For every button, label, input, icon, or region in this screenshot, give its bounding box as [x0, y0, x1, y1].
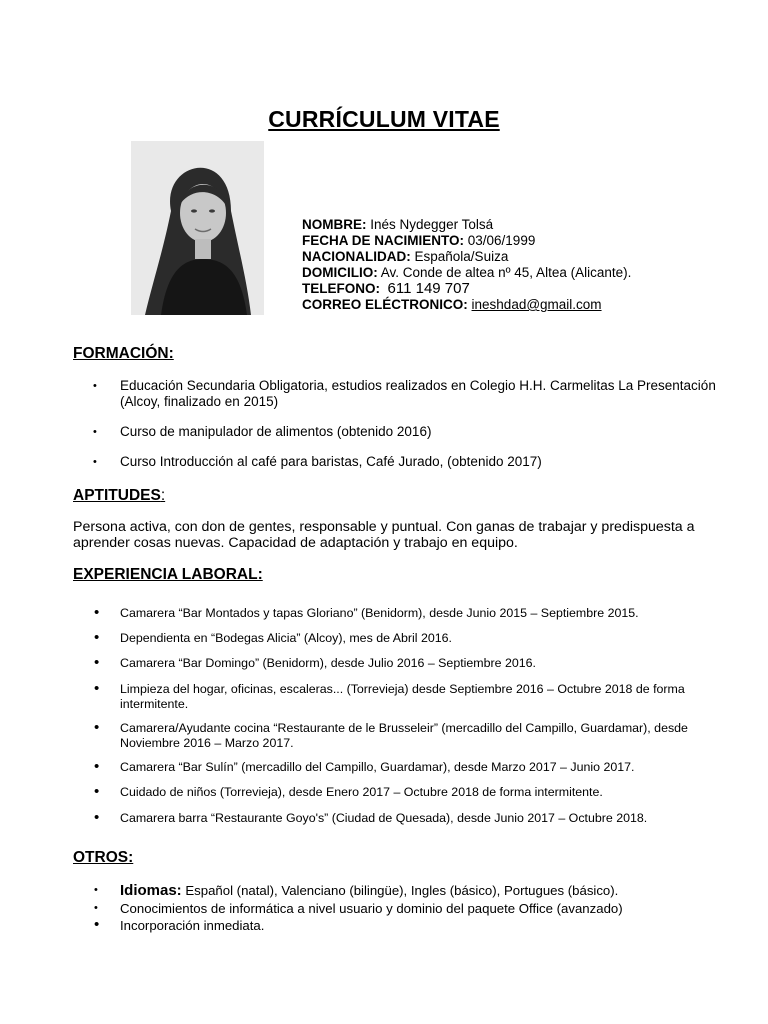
aptitudes-heading-text: APTITUDES [73, 487, 161, 504]
nationality-label: NACIONALIDAD: [302, 249, 411, 264]
bullet-icon: • [94, 916, 100, 933]
phone-row [302, 281, 631, 297]
address-label: DOMICILIO: [302, 265, 378, 280]
bullet-icon: • [94, 629, 100, 646]
experiencia-item: Camarera “Bar Sulín” (mercadillo del Campillo, Guardamar), desde Marzo 2017 – Junio 2017. [120, 760, 635, 774]
experiencia-item: Dependienta en “Bodegas Alicia” (Alcoy), mes de Abril 2016. [120, 631, 452, 645]
cv-title: CURRÍCULUM VITAE [268, 106, 500, 132]
bullet-icon: • [94, 809, 100, 826]
bullet-icon: • [94, 719, 100, 736]
experiencia-item: Camarera “Bar Montados y tapas Gloriano” (Benidorm), desde Junio 2015 – Septiembre 2015. [120, 606, 639, 620]
otros-item: Incorporación inmediata. [120, 918, 265, 933]
nationality-row [302, 249, 631, 265]
email-row [302, 297, 631, 313]
address-row [302, 265, 631, 281]
experiencia-item: Camarera barra “Restaurante Goyo's” (Ciudad de Quesada), desde Junio 2017 – Octubre 2018. [120, 811, 648, 825]
email-link[interactable]: ineshdad@gmail.com [471, 297, 602, 312]
otros-heading: OTROS: [73, 849, 134, 866]
birth-label: FECHA DE NACIMIENTO: [302, 233, 464, 248]
experiencia-item: Cuidado de niños (Torrevieja), desde Enero 2017 – Octubre 2018 de forma intermitente. [120, 785, 603, 799]
portrait-photo-icon [131, 141, 264, 315]
otros-item: Conocimientos de informática a nivel usuario y dominio del paquete Office (avanzado) [120, 901, 623, 916]
address-value: Av. Conde de altea nº 45, Altea (Alicante). [380, 265, 632, 280]
bullet-icon: • [94, 783, 100, 800]
idiomas-text: Español (natal), Valenciano (bilingüe), Ingles (básico), Portugues (básico). [181, 883, 619, 898]
personal-info [302, 217, 631, 313]
experiencia-heading: EXPERIENCIA LABORAL: [73, 566, 263, 583]
aptitudes-heading-colon: : [160, 487, 166, 504]
phone-label: TELEFONO: [302, 281, 380, 296]
experiencia-item: Limpieza del hogar, oficinas, escaleras... (Torrevieja) desde Septiembre 2016 – Octubre 2018 de forma intermitente. [120, 682, 685, 711]
birth-row [302, 233, 631, 249]
bullet-icon: • [94, 902, 98, 914]
experiencia-item: Camarera “Bar Domingo” (Benidorm), desde Julio 2016 – Septiembre 2016. [120, 656, 536, 670]
idiomas-label: Idiomas: [120, 882, 182, 899]
formacion-heading: FORMACIÓN: [73, 345, 174, 362]
email-label: CORREO ELÉCTRONICO: [302, 297, 468, 312]
bullet-icon: • [94, 654, 100, 671]
nationality-value: Española/Suiza [414, 249, 509, 264]
aptitudes-heading [73, 487, 165, 505]
bullet-icon: • [94, 758, 100, 775]
name-row [302, 217, 631, 233]
name-value: Inés Nydegger Tolsá [370, 217, 494, 232]
experiencia-item: Camarera/Ayudante cocina “Restaurante de le Brusseleir” (mercadillo del Campillo, Guardamar), desde Noviembre 2016 – Marzo 2017. [120, 721, 688, 750]
name-label: NOMBRE: [302, 217, 367, 232]
formacion-item: Educación Secundaria Obligatoria, estudios realizados en Colegio H.H. Carmelitas La Presentación (Alcoy, finalizado en 2015) [120, 378, 716, 409]
formacion-item: Curso de manipulador de alimentos (obtenido 2016) [120, 424, 432, 439]
birth-value: 03/06/1999 [467, 233, 536, 248]
bullet-icon: • [93, 380, 97, 392]
aptitudes-text: Persona activa, con don de gentes, responsable y puntual. Con ganas de trabajar y predispuesta a aprender cosas nuevas. Capacidad de adaptación y trabajo en equipo. [73, 519, 695, 551]
phone-value: 611 149 707 [387, 280, 470, 297]
bullet-icon: • [94, 680, 100, 697]
idiomas-line [120, 882, 618, 899]
bullet-icon: • [93, 426, 97, 438]
portrait-photo [131, 141, 264, 315]
bullet-icon: • [93, 456, 97, 468]
bullet-icon: • [94, 604, 100, 621]
bullet-icon: • [94, 884, 98, 896]
formacion-item: Curso Introducción al café para baristas, Café Jurado, (obtenido 2017) [120, 454, 542, 469]
